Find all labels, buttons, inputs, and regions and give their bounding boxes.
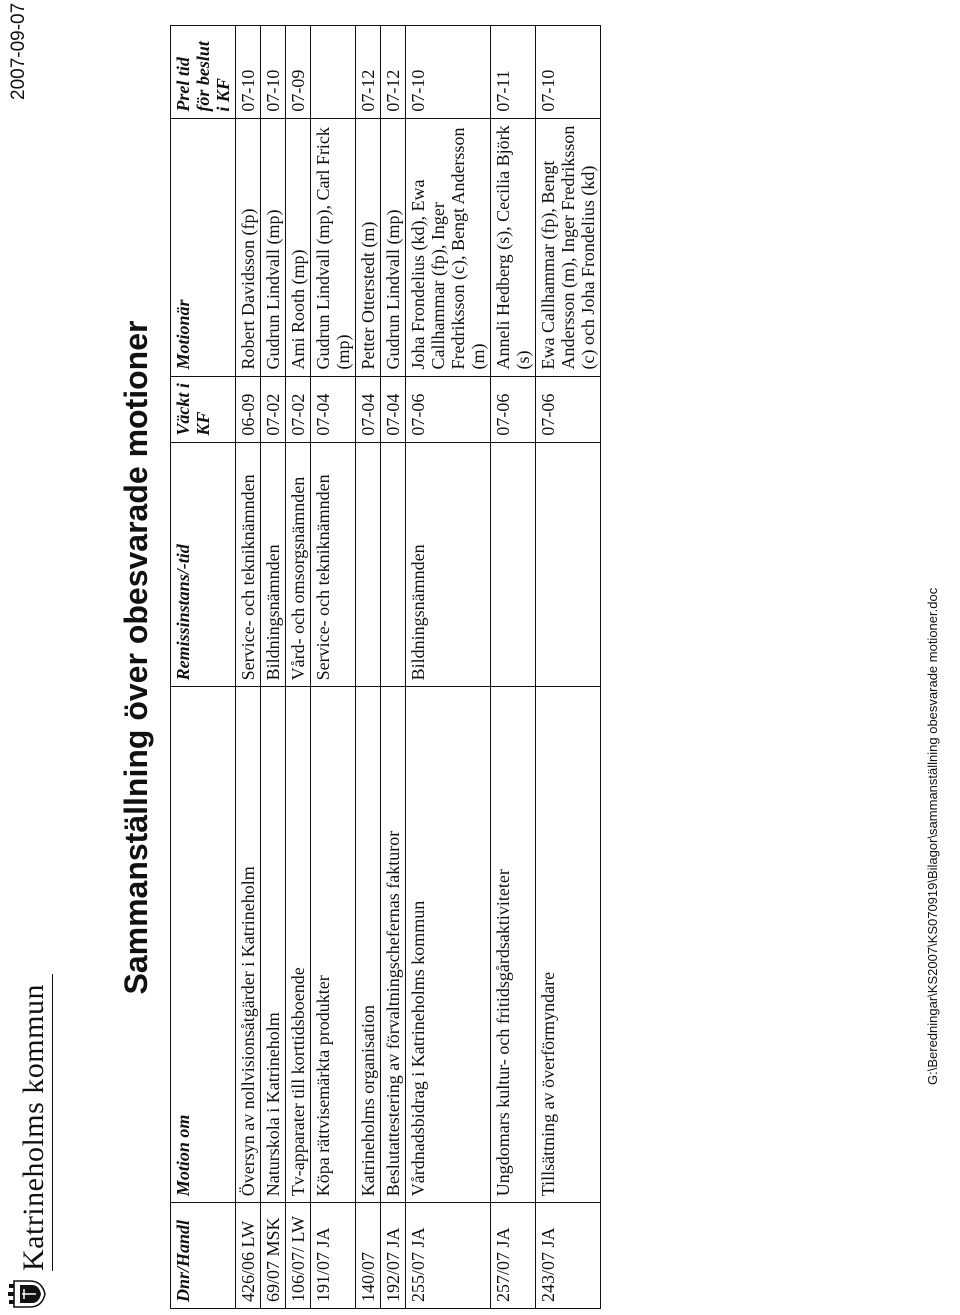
table-header-row <box>171 26 236 1309</box>
cell-remiss: Bildningsnämnden <box>261 442 286 687</box>
cell-prel: 07-10 <box>406 26 491 119</box>
cell-remiss: Service- och tekniknämnden <box>311 442 356 687</box>
cell-motionar: Anneli Hedberg (s), Cecilia Björk (s) <box>491 118 536 376</box>
cell-motion: Beslutattestering av förvaltningschefernas fakturor <box>381 687 406 1203</box>
cell-dnr: 426/06 LW <box>236 1203 261 1309</box>
cell-motion: Köpa rättvisemärkta produkter <box>311 687 356 1203</box>
table-row <box>491 26 536 1309</box>
cell-dnr: 106/07/ LW <box>286 1203 311 1309</box>
cell-dnr: 191/07 JA <box>311 1203 356 1309</box>
cell-motion: Katrineholms organisation <box>356 687 381 1203</box>
table-row <box>406 26 491 1309</box>
cell-remiss: Bildningsnämnden <box>406 442 491 687</box>
cell-motion: Översyn av nollvisionsåtgärder i Katrineholm <box>236 687 261 1203</box>
cell-motion: Naturskola i Katrineholm <box>261 687 286 1203</box>
column-header-remiss: Remissinstans/-tid <box>171 442 236 687</box>
cell-motionar: Gudrun Lindvall (mp) <box>261 118 286 376</box>
column-header-prel: Prel tid för beslut i KF <box>171 26 236 119</box>
cell-vackt: 07-04 <box>381 376 406 442</box>
cell-motionar: Ewa Callhammar (fp), Bengt Andersson (m), Inger Fredriksson (c) och Joha Frondelius (kd) <box>536 118 601 376</box>
cell-vackt: 07-06 <box>536 376 601 442</box>
cell-vackt: 07-04 <box>311 376 356 442</box>
table-row <box>311 26 356 1309</box>
table-row <box>536 26 601 1309</box>
cell-remiss <box>536 442 601 687</box>
cell-motionar: Gudrun Lindvall (mp) <box>381 118 406 376</box>
cell-motion: Vårdnadsbidrag i Katrineholms kommun <box>406 687 491 1203</box>
cell-dnr: 192/07 JA <box>381 1203 406 1309</box>
cell-prel: 07-09 <box>286 26 311 119</box>
column-header-dnr: Dnr/Handl <box>171 1203 236 1309</box>
cell-prel: 07-10 <box>261 26 286 119</box>
cell-motion: Ungdomars kultur- och fritidsgårdsaktiviteter <box>491 687 536 1203</box>
cell-prel: 07-12 <box>381 26 406 119</box>
cell-motionar: Robert Davidsson (fp) <box>236 118 261 376</box>
table-row <box>381 26 406 1309</box>
brand-name: Katrineholms kommun <box>16 974 53 1271</box>
cell-remiss <box>381 442 406 687</box>
cell-prel: 07-11 <box>491 26 536 119</box>
cell-dnr: 69/07 MSK <box>261 1203 286 1309</box>
cell-dnr: 243/07 JA <box>536 1203 601 1309</box>
cell-dnr: 255/07 JA <box>406 1203 491 1309</box>
table-row <box>261 26 286 1309</box>
file-path-footer: G:\Beredningar\KS2007\KS070919\Bilagor\sammanställning obesvarade motioner.doc <box>925 587 940 1085</box>
cell-vackt: 07-02 <box>261 376 286 442</box>
table-row <box>236 26 261 1309</box>
cell-vackt: 07-02 <box>286 376 311 442</box>
column-header-motionar: Motionär <box>171 118 236 376</box>
cell-vackt: 07-04 <box>356 376 381 442</box>
cell-motion: Tv-apparater till korttidsboende <box>286 687 311 1203</box>
municipal-crest-icon <box>8 1279 46 1309</box>
cell-motionar: Joha Frondelius (kd), Ewa Callhammar (fp), Inger Fredriksson (c), Bengt Andersson (m) <box>406 118 491 376</box>
table-row <box>356 26 381 1309</box>
cell-remiss <box>356 442 381 687</box>
cell-prel <box>311 26 356 119</box>
column-header-vackt: Väckt i KF <box>171 376 236 442</box>
cell-dnr: 257/07 JA <box>491 1203 536 1309</box>
table-row <box>286 26 311 1309</box>
cell-remiss <box>491 442 536 687</box>
cell-motionar: Petter Otterstedt (m) <box>356 118 381 376</box>
cell-prel: 07-10 <box>236 26 261 119</box>
cell-motion: Tillsättning av överförmyndare <box>536 687 601 1203</box>
column-header-motion: Motion om <box>171 687 236 1203</box>
cell-remiss: Vård- och omsorgsnämnden <box>286 442 311 687</box>
cell-remiss: Service- och tekniknämnden <box>236 442 261 687</box>
cell-motionar: Ami Rooth (mp) <box>286 118 311 376</box>
motions-table <box>170 25 601 1309</box>
document-date: 2007-09-07 <box>8 2 29 100</box>
cell-dnr: 140/07 <box>356 1203 381 1309</box>
cell-vackt: 07-06 <box>406 376 491 442</box>
cell-prel: 07-12 <box>356 26 381 119</box>
page-title: Sammanställning över obesvarade motioner <box>118 320 154 995</box>
cell-vackt: 06-09 <box>236 376 261 442</box>
cell-vackt: 07-06 <box>491 376 536 442</box>
cell-motionar: Gudrun Lindvall (mp), Carl Frick (mp) <box>311 118 356 376</box>
cell-prel: 07-10 <box>536 26 601 119</box>
